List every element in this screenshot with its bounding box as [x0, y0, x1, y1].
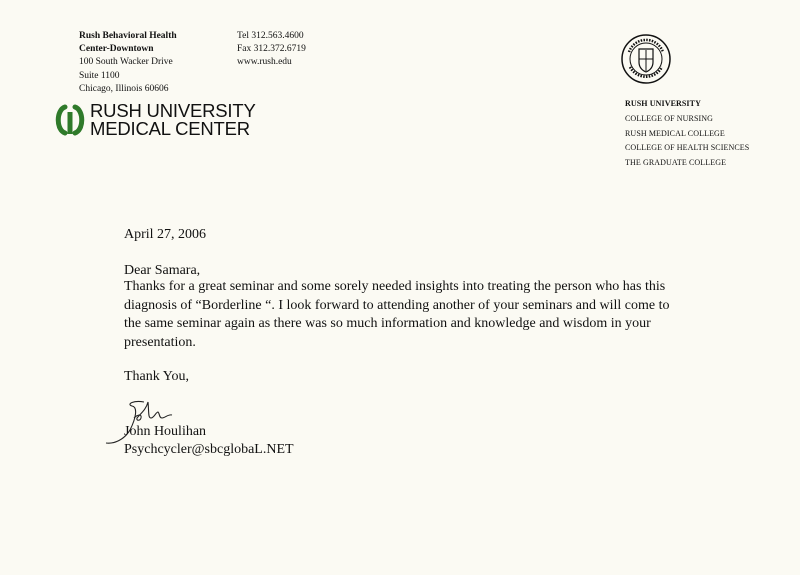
website: www.rush.edu: [237, 57, 292, 68]
college-list: [625, 97, 749, 171]
university-name: RUSH UNIVERSITY: [625, 99, 701, 108]
closing: Thank You,: [124, 369, 189, 384]
college-item: COLLEGE OF HEALTH SCIENCES: [625, 143, 750, 153]
letter-body: [124, 278, 684, 352]
org-name-line2: Center-Downtown: [79, 44, 154, 55]
college-item: RUSH MEDICAL COLLEGE: [625, 128, 725, 138]
rush-logo-icon: [54, 103, 86, 137]
sender-address: [79, 30, 177, 96]
logo-left-arc: [58, 107, 65, 133]
logo-wordmark: [90, 102, 256, 137]
university-seal-icon: [621, 34, 671, 84]
college-item: THE GRADUATE COLLEGE: [625, 158, 727, 168]
suite: Suite 1100: [79, 70, 120, 81]
logo-line1: RUSH UNIVERSITY: [90, 100, 256, 121]
signer-name: John Houlihan: [124, 424, 207, 439]
rush-logo: [54, 102, 284, 140]
logo-stem: [68, 112, 73, 134]
salutation: Dear Samara,: [124, 263, 201, 278]
signer-email: Psychcycler@sbcglobaL.NET: [124, 442, 294, 457]
logo-line2: MEDICAL CENTER: [90, 117, 250, 139]
telephone: Tel 312.563.4600: [237, 31, 304, 41]
city-state-zip: Chicago, Illinois 60606: [79, 83, 169, 94]
college-item: COLLEGE OF NURSING: [625, 113, 714, 123]
body-text: Thanks for a great seminar and some sorely needed insights into treating the person who has this diagnosis of “Borderline “. I look forward to attending another of your seminars and will come to the same seminar again as there was so much information and knowledge and wisdom in your presentation.: [124, 279, 670, 350]
contact-info: [237, 30, 306, 70]
org-name-line1: Rush Behavioral Health: [79, 31, 177, 41]
street-address: 100 South Wacker Drive: [79, 57, 173, 68]
letter-date: April 27, 2006: [124, 227, 207, 242]
fax: Fax 312.372.6719: [237, 44, 306, 55]
logo-right-arc: [75, 107, 82, 133]
